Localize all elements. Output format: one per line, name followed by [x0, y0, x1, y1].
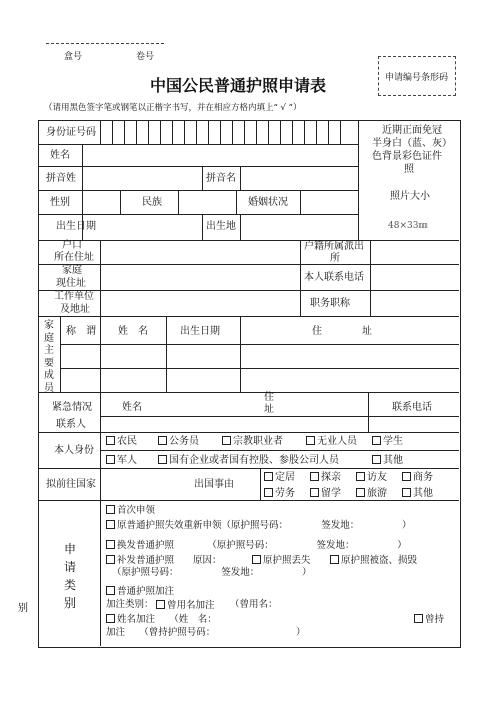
marital-status-label: 婚姻状况: [248, 197, 288, 208]
gender-label: 性别: [50, 197, 70, 208]
emergency-col-address-1: 住: [264, 392, 274, 403]
app-option-replacement[interactable]: 补发普通护照 原因：: [106, 555, 222, 566]
checkbox-icon: [264, 472, 273, 481]
app-option-renewal[interactable]: 换发普通护照 （原护照号码： 签发地： ）: [106, 540, 407, 551]
form-title: 中国公民普通护照申请表: [150, 76, 327, 95]
app-option-reapply[interactable]: 原普通护照失效重新申领（原护照号码： 签发地： ）: [106, 520, 412, 531]
checkbox-icon: [306, 436, 315, 445]
family-col-address: 住 址: [312, 326, 372, 337]
phone-label: 本人联系电话: [304, 272, 364, 283]
checkbox-icon: [310, 472, 319, 481]
checkbox-icon: [372, 436, 381, 445]
photo-instruction-1: 近期正面免冠: [382, 125, 442, 136]
replacement-passport-info: （原护照号码： 签发地： ）: [112, 567, 312, 578]
barcode-label: 申请编号条形码: [385, 73, 449, 83]
identity-option-religious[interactable]: 宗教职业者: [222, 436, 283, 447]
endorsement-former-name[interactable]: 曾用名加注: [156, 600, 215, 611]
application-type-label: 申请类别: [64, 542, 77, 610]
volume-number-label: 卷号: [136, 52, 155, 62]
identity-option-other[interactable]: 其他: [372, 455, 403, 466]
photo-size-label: 照片大小: [390, 191, 430, 202]
endorsement-name[interactable]: 姓名加注 （姓 名：: [106, 614, 217, 625]
checkbox-icon: [414, 614, 423, 623]
photo-instruction-3: 色背景彩色证件: [372, 151, 442, 162]
hukou-police-label-2: 所: [330, 253, 340, 264]
checkbox-icon: [222, 436, 231, 445]
position-label: 职务职称: [310, 298, 350, 309]
birth-date-label: 出生日期: [56, 221, 96, 232]
checkbox-icon: [372, 455, 381, 464]
checkbox-icon: [356, 472, 365, 481]
checkbox-icon: [106, 586, 115, 595]
checkbox-icon: [156, 600, 165, 609]
pinyin-surname-label: 拼音姓: [46, 173, 76, 184]
checkbox-icon: [252, 555, 261, 564]
checkbox-icon: [106, 614, 115, 623]
purpose-option-tourism[interactable]: 旅游: [356, 488, 387, 499]
endorsement-type-label: 加注类别：: [106, 599, 154, 610]
checkbox-icon: [106, 505, 115, 514]
hukou-police-label-1: 户籍所属派出: [304, 241, 364, 252]
form-instruction: （请用黑色签字笔或钢笔以正楷字书写，并在相应方格内填上“ √ ”）: [44, 103, 302, 113]
app-option-endorsement[interactable]: 普通护照加注: [106, 586, 174, 597]
name-label: 姓名: [50, 150, 70, 161]
checkbox-icon: [106, 520, 115, 529]
checkbox-icon: [402, 488, 411, 497]
purpose-option-settle[interactable]: 定居: [264, 472, 295, 483]
home-address-label-2: 现住址: [56, 278, 86, 289]
photo-size-value: 48×33㎜: [388, 221, 428, 231]
checkbox-icon: [158, 455, 167, 464]
box-number-label: 盒号: [64, 52, 83, 62]
checkbox-icon: [158, 436, 167, 445]
family-col-relation: 称 谓: [66, 326, 96, 337]
emergency-label-1: 紧急情况: [52, 402, 92, 413]
identity-option-civil-servant[interactable]: 公务员: [158, 436, 199, 447]
identity-option-military[interactable]: 军人: [106, 455, 137, 466]
purpose-option-other[interactable]: 其他: [402, 488, 433, 499]
id-number-label: 身份证号码: [46, 127, 96, 138]
identity-option-soe[interactable]: 国有企业或者国有控股、参股公司人员: [158, 455, 339, 466]
photo-instruction-4: 照: [404, 164, 414, 175]
checkbox-icon: [356, 488, 365, 497]
identity-option-student[interactable]: 学生: [372, 436, 403, 447]
residence-label-2: 所在住址: [54, 252, 94, 263]
trip-purpose-label: 出国事由: [194, 479, 234, 490]
checkbox-icon: [402, 472, 411, 481]
replacement-damaged[interactable]: 原护照被盗、损毁: [330, 555, 417, 566]
outside-char: 别: [18, 603, 28, 614]
workplace-label-1: 工作单位: [54, 291, 94, 302]
emergency-label-2: 联系人: [56, 419, 86, 430]
checkbox-icon: [106, 540, 115, 549]
checkbox-icon: [106, 455, 115, 464]
pinyin-given-label: 拼音名: [206, 173, 236, 184]
checkbox-icon: [264, 488, 273, 497]
emergency-col-address-2: 址: [264, 404, 274, 415]
checkbox-icon: [106, 436, 115, 445]
photo-instruction-2: 半身白（蓝、灰）: [372, 138, 452, 149]
former-name-field: （曾用名：: [230, 599, 278, 610]
family-col-name: 姓 名: [118, 326, 148, 337]
purpose-option-study[interactable]: 留学: [310, 488, 341, 499]
home-address-label-1: 家庭: [62, 265, 82, 276]
former-passport-field: 加注 （曾持护照号码： ）: [106, 627, 306, 638]
destination-label: 拟前往国家: [46, 479, 96, 490]
family-col-birth: 出生日期: [180, 326, 220, 337]
purpose-option-labor[interactable]: 劳务: [264, 488, 295, 499]
endorsement-former-passport[interactable]: 曾持: [414, 614, 444, 625]
checkbox-icon: [106, 555, 115, 564]
emergency-col-phone: 联系电话: [392, 402, 432, 413]
app-option-first-time[interactable]: 首次申领: [106, 505, 155, 516]
identity-option-unemployed[interactable]: 无业人员: [306, 436, 357, 447]
checkbox-icon: [330, 555, 339, 564]
birth-place-label: 出生地: [206, 221, 236, 232]
ethnicity-label: 民族: [142, 197, 162, 208]
family-members-label: 家庭主要成员: [44, 320, 54, 394]
replacement-lost[interactable]: 原护照丢失: [252, 555, 311, 566]
identity-option-farmer[interactable]: 农民: [106, 436, 137, 447]
residence-label-1: 户口: [62, 240, 82, 251]
purpose-option-friend-visit[interactable]: 访友: [356, 472, 387, 483]
checkbox-icon: [310, 488, 319, 497]
workplace-label-2: 及地址: [60, 304, 90, 315]
emergency-col-name: 姓名: [122, 402, 142, 413]
purpose-option-business[interactable]: 商务: [402, 472, 433, 483]
identity-label: 本人身份: [54, 445, 94, 456]
purpose-option-family-visit[interactable]: 探亲: [310, 472, 341, 483]
